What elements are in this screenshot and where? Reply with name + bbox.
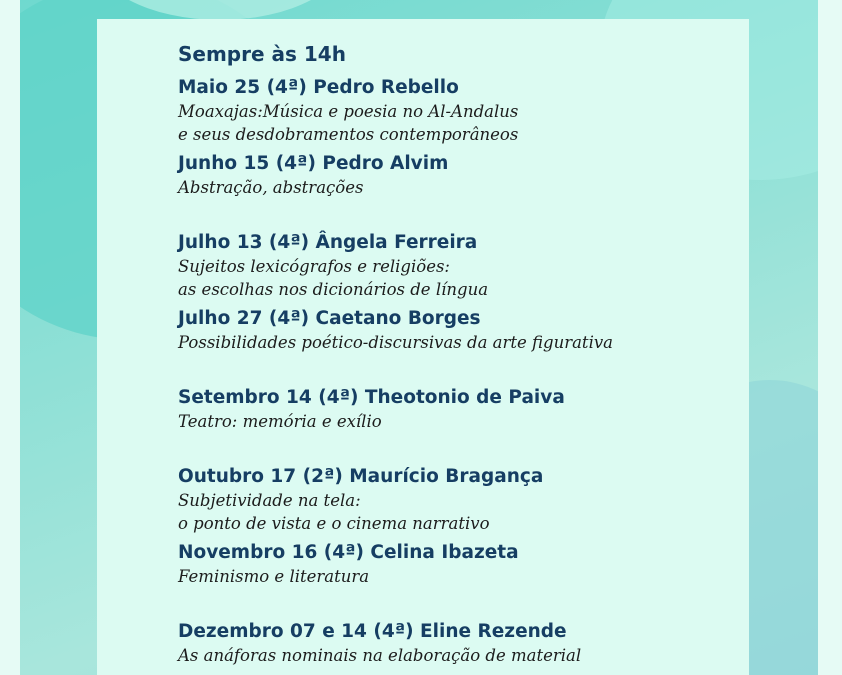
- event-item: [178, 152, 738, 199]
- page-margin-left: [0, 0, 20, 675]
- event-subtitle: Teatro: memória e exílio: [178, 412, 382, 431]
- event-title: Maio 25 (4ª) Pedro Rebello: [178, 77, 459, 98]
- event-subtitle: As anáforas nominais na elaboração de material: [178, 646, 582, 665]
- schedule-content: [178, 40, 738, 667]
- event-item: [178, 76, 738, 146]
- event-subtitle: Feminismo e literatura: [178, 567, 370, 586]
- event-title: Novembro 16 (4ª) Celina Ibazeta: [178, 542, 519, 563]
- page-margin-right: [818, 0, 842, 675]
- event-item: [178, 307, 738, 354]
- event-title: Dezembro 07 e 14 (4ª) Eline Rezende: [178, 621, 567, 642]
- event-item: [178, 386, 738, 433]
- event-item: [178, 620, 738, 667]
- event-item: [178, 465, 738, 535]
- event-title: Junho 15 (4ª) Pedro Alvim: [178, 153, 449, 174]
- event-subtitle: Sujeitos lexicógrafos e religiões:: [178, 257, 450, 276]
- event-subtitle: as escolhas nos dicionários de língua: [178, 280, 489, 299]
- event-subtitle: Subjetividade na tela:: [178, 491, 361, 510]
- event-subtitle: Moaxajas:Música e poesia no Al-Andalus: [178, 102, 519, 121]
- event-item: [178, 541, 738, 588]
- event-title: Julho 13 (4ª) Ângela Ferreira: [178, 232, 478, 253]
- event-subtitle: Possibilidades poético-discursivas da arte figurativa: [178, 333, 614, 352]
- event-title: Outubro 17 (2ª) Maurício Bragança: [178, 466, 544, 487]
- event-item: [178, 231, 738, 301]
- schedule-heading: Sempre às 14h: [178, 42, 346, 66]
- event-subtitle: e seus desdobramentos contemporâneos: [178, 125, 519, 144]
- event-subtitle: o ponto de vista e o cinema narrativo: [178, 514, 490, 533]
- event-subtitle: Abstração, abstrações: [178, 178, 364, 197]
- event-title: Julho 27 (4ª) Caetano Borges: [178, 308, 481, 329]
- event-title: Setembro 14 (4ª) Theotonio de Paiva: [178, 387, 565, 408]
